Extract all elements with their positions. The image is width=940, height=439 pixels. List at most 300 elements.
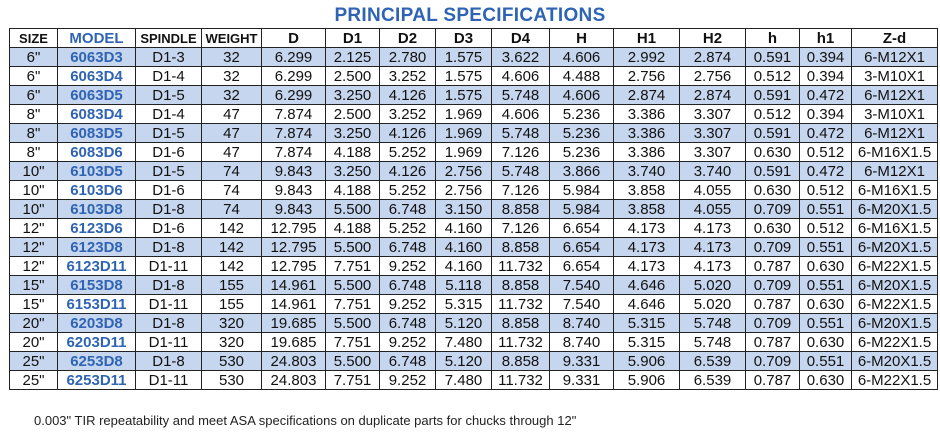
table-cell: 0.512 [800,143,852,162]
table-cell: 3.858 [614,181,680,200]
table-cell: 4.606 [492,105,550,124]
table-cell: 3.250 [326,86,380,105]
table-cell: 3-M10X1 [852,67,938,86]
table-cell: 4.055 [680,181,746,200]
table-cell: 2.874 [680,48,746,67]
table-cell: 25" [10,352,58,371]
table-cell: 3.250 [326,124,380,143]
model-cell: 6203D11 [58,333,136,352]
table-cell: 6.748 [380,314,436,333]
table-cell: 1.969 [436,143,492,162]
table-cell: 74 [202,162,262,181]
table-cell: 9.843 [262,181,326,200]
table-cell: 3.307 [680,105,746,124]
model-cell: 6083D5 [58,124,136,143]
table-row [10,67,938,86]
table-cell: 6-M20X1.5 [852,238,938,257]
table-row [10,276,938,295]
table-cell: 0.551 [800,352,852,371]
table-cell: 15" [10,276,58,295]
model-cell: 6153D11 [58,295,136,314]
model-cell: 6123D8 [58,238,136,257]
table-cell: 4.646 [614,295,680,314]
table-row [10,314,938,333]
table-cell: 142 [202,219,262,238]
table-cell: 0.630 [800,295,852,314]
table-cell: 0.472 [800,162,852,181]
table-cell: D1-6 [136,143,202,162]
column-header: h [746,29,800,48]
model-cell: 6123D11 [58,257,136,276]
table-cell: 2.500 [326,105,380,124]
table-cell: 0.591 [746,124,800,143]
model-cell: 6083D6 [58,143,136,162]
table-cell: 4.646 [614,276,680,295]
table-cell: 5.118 [436,276,492,295]
column-header: MODEL [58,29,136,48]
model-cell: 6063D4 [58,67,136,86]
table-cell: 4.173 [680,238,746,257]
table-cell: 14.961 [262,276,326,295]
table-cell: 0.394 [800,48,852,67]
table-cell: 9.252 [380,295,436,314]
table-cell: 8" [10,105,58,124]
table-cell: 10" [10,181,58,200]
table-cell: D1-11 [136,295,202,314]
table-cell: 7.874 [262,124,326,143]
table-cell: 6" [10,48,58,67]
column-header: h1 [800,29,852,48]
table-cell: 20" [10,314,58,333]
table-cell: 4.160 [436,257,492,276]
table-cell: 6.748 [380,352,436,371]
table-cell: 19.685 [262,314,326,333]
table-cell: 0.512 [746,105,800,124]
table-cell: 7.480 [436,333,492,352]
table-cell: 4.173 [614,257,680,276]
table-cell: 5.252 [380,219,436,238]
table-cell: 11.732 [492,295,550,314]
table-cell: 5.236 [550,105,614,124]
table-cell: 2.125 [326,48,380,67]
table-cell: 1.969 [436,105,492,124]
table-cell: 0.394 [800,67,852,86]
table-cell: 8.858 [492,314,550,333]
table-cell: 4.188 [326,219,380,238]
table-cell: 24.803 [262,371,326,390]
table-cell: 142 [202,257,262,276]
table-cell: 5.748 [492,162,550,181]
table-cell: 3.252 [380,105,436,124]
table-cell: 4.173 [614,238,680,257]
table-cell: 5.252 [380,143,436,162]
table-cell: 0.709 [746,314,800,333]
table-cell: 74 [202,181,262,200]
table-cell: 1.575 [436,48,492,67]
model-cell: 6083D4 [58,105,136,124]
model-cell: 6153D8 [58,276,136,295]
table-cell: 6-M16X1.5 [852,143,938,162]
table-cell: 5.748 [492,124,550,143]
table-row [10,257,938,276]
table-cell: 6-M20X1.5 [852,352,938,371]
table-cell: 6.654 [550,238,614,257]
footnote: 0.003" TIR repeatability and meet ASA specifications on duplicate parts for chucks through 12" [34,413,577,428]
table-cell: 7.126 [492,219,550,238]
table-cell: 2.874 [614,86,680,105]
table-cell: 5.236 [550,124,614,143]
table-cell: 0.630 [800,371,852,390]
table-cell: 5.500 [326,200,380,219]
table-cell: 6" [10,67,58,86]
table-cell: 3.858 [614,200,680,219]
table-cell: D1-4 [136,105,202,124]
table-cell: 32 [202,48,262,67]
table-cell: 1.575 [436,86,492,105]
column-header: WEIGHT [202,29,262,48]
table-cell: 4.488 [550,67,614,86]
table-cell: 9.843 [262,162,326,181]
table-cell: 0.394 [800,105,852,124]
table-cell: D1-8 [136,314,202,333]
table-cell: 6-M20X1.5 [852,200,938,219]
model-cell: 6103D8 [58,200,136,219]
table-cell: 0.551 [800,238,852,257]
table-cell: 9.843 [262,200,326,219]
table-cell: 7.480 [436,371,492,390]
table-cell: 4.173 [614,219,680,238]
table-cell: D1-5 [136,86,202,105]
table-cell: 530 [202,352,262,371]
table-cell: 0.630 [746,181,800,200]
table-cell: D1-11 [136,257,202,276]
table-cell: 12" [10,219,58,238]
table-cell: 5.252 [380,181,436,200]
table-row [10,181,938,200]
table-cell: 4.606 [550,86,614,105]
table-cell: 5.120 [436,352,492,371]
table-cell: 5.984 [550,200,614,219]
table-row [10,238,938,257]
table-cell: 4.606 [550,48,614,67]
table-cell: 3.250 [326,162,380,181]
table-cell: 47 [202,124,262,143]
table-cell: D1-6 [136,181,202,200]
table-cell: 12" [10,238,58,257]
table-cell: 8.858 [492,352,550,371]
table-cell: 11.732 [492,333,550,352]
table-cell: 6.654 [550,257,614,276]
table-cell: 5.020 [680,295,746,314]
table-cell: 6.748 [380,276,436,295]
table-cell: 9.252 [380,333,436,352]
table-cell: 6.748 [380,238,436,257]
table-cell: 155 [202,276,262,295]
table-cell: 9.252 [380,371,436,390]
table-cell: 0.787 [746,295,800,314]
table-cell: 2.500 [326,67,380,86]
table-cell: D1-3 [136,48,202,67]
table-cell: 8.740 [550,333,614,352]
table-cell: 9.252 [380,257,436,276]
table-row [10,86,938,105]
page-title: PRINCIPAL SPECIFICATIONS [334,5,606,26]
table-cell: 3.740 [680,162,746,181]
table-row [10,219,938,238]
table-cell: D1-11 [136,333,202,352]
spec-table [9,28,938,390]
table-cell: 6-M16X1.5 [852,219,938,238]
table-row [10,105,938,124]
table-cell: 4.173 [680,257,746,276]
table-row [10,124,938,143]
table-cell: 1.969 [436,124,492,143]
table-cell: 3.386 [614,143,680,162]
table-cell: 2.756 [614,67,680,86]
table-cell: 7.540 [550,295,614,314]
column-header: H [550,29,614,48]
table-cell: 4.126 [380,162,436,181]
table-cell: 24.803 [262,352,326,371]
table-cell: 0.472 [800,86,852,105]
table-cell: 5.748 [680,333,746,352]
table-cell: 4.055 [680,200,746,219]
table-cell: 0.630 [746,143,800,162]
table-cell: 2.992 [614,48,680,67]
table-cell: 0.591 [746,86,800,105]
table-cell: 5.500 [326,314,380,333]
table-cell: 2.756 [436,162,492,181]
table-cell: 320 [202,314,262,333]
table-row [10,143,938,162]
table-cell: 8" [10,124,58,143]
table-cell: 0.630 [746,219,800,238]
table-cell: 4.126 [380,124,436,143]
column-header: SIZE [10,29,58,48]
table-cell: 530 [202,371,262,390]
table-header [10,29,938,48]
table-cell: 0.551 [800,314,852,333]
header-row [10,29,938,48]
table-cell: 3.622 [492,48,550,67]
column-header: SPINDLE [136,29,202,48]
table-cell: 4.126 [380,86,436,105]
table-cell: 0.472 [800,124,852,143]
table-cell: 3.866 [550,162,614,181]
table-cell: 2.756 [680,67,746,86]
table-cell: 7.126 [492,181,550,200]
table-cell: 2.780 [380,48,436,67]
table-cell: 3.307 [680,124,746,143]
column-header: Z-d [852,29,938,48]
table-cell: 5.315 [614,333,680,352]
table-cell: 0.512 [800,181,852,200]
column-header: D [262,29,326,48]
table-cell: 74 [202,200,262,219]
table-cell: 3-M10X1 [852,105,938,124]
table-cell: 5.120 [436,314,492,333]
table-cell: 3.307 [680,143,746,162]
table-row [10,162,938,181]
table-cell: 5.315 [436,295,492,314]
table-cell: 0.512 [800,219,852,238]
table-cell: 6" [10,86,58,105]
table-cell: 0.709 [746,352,800,371]
table-cell: 47 [202,105,262,124]
model-cell: 6123D6 [58,219,136,238]
table-cell: 3.386 [614,124,680,143]
model-cell: 6103D6 [58,181,136,200]
table-cell: 0.787 [746,333,800,352]
table-cell: 1.575 [436,67,492,86]
table-cell: 155 [202,295,262,314]
table-cell: 7.874 [262,143,326,162]
table-cell: 6-M20X1.5 [852,314,938,333]
table-cell: 0.591 [746,48,800,67]
table-cell: 3.252 [380,67,436,86]
table-cell: D1-8 [136,200,202,219]
model-cell: 6203D8 [58,314,136,333]
table-cell: 8" [10,143,58,162]
table-row [10,371,938,390]
table-cell: D1-11 [136,371,202,390]
table-cell: D1-5 [136,162,202,181]
table-cell: 0.551 [800,200,852,219]
column-header: D1 [326,29,380,48]
table-cell: 15" [10,295,58,314]
table-cell: 25" [10,371,58,390]
table-cell: 0.591 [746,162,800,181]
table-cell: 7.751 [326,295,380,314]
table-cell: 7.874 [262,105,326,124]
table-cell: 0.551 [800,276,852,295]
table-cell: 14.961 [262,295,326,314]
table-cell: 6.299 [262,48,326,67]
table-cell: 3.740 [614,162,680,181]
table-cell: 2.874 [680,86,746,105]
table-cell: 0.787 [746,257,800,276]
column-header: H1 [614,29,680,48]
table-cell: 5.748 [492,86,550,105]
table-row [10,48,938,67]
table-cell: 11.732 [492,371,550,390]
table-cell: 5.906 [614,352,680,371]
table-cell: 0.709 [746,276,800,295]
table-cell: D1-5 [136,124,202,143]
table-cell: 2.756 [436,181,492,200]
table-row [10,352,938,371]
table-cell: 6-M22X1.5 [852,295,938,314]
table-cell: 12" [10,257,58,276]
table-cell: 6-M22X1.5 [852,371,938,390]
table-cell: 6-M12X1 [852,162,938,181]
table-cell: 5.906 [614,371,680,390]
model-cell: 6063D5 [58,86,136,105]
table-cell: 6-M12X1 [852,86,938,105]
table-cell: 12.795 [262,257,326,276]
table-cell: 7.540 [550,276,614,295]
table-cell: 10" [10,162,58,181]
table-cell: 5.748 [680,314,746,333]
table-cell: 5.500 [326,276,380,295]
table-cell: 0.630 [800,333,852,352]
table-cell: 9.331 [550,352,614,371]
table-row [10,333,938,352]
column-header: D2 [380,29,436,48]
table-cell: 11.732 [492,257,550,276]
table-cell: 4.160 [436,238,492,257]
table-cell: 19.685 [262,333,326,352]
table-cell: 4.160 [436,219,492,238]
table-cell: D1-8 [136,276,202,295]
table-body [10,48,938,390]
table-cell: 0.787 [746,371,800,390]
table-cell: 7.751 [326,257,380,276]
table-cell: 142 [202,238,262,257]
table-cell: 32 [202,86,262,105]
table-cell: 8.740 [550,314,614,333]
table-cell: 7.751 [326,333,380,352]
table-cell: 4.188 [326,143,380,162]
table-row [10,295,938,314]
table-cell: 4.606 [492,67,550,86]
model-cell: 6253D11 [58,371,136,390]
table-cell: 4.188 [326,181,380,200]
table-cell: 6.654 [550,219,614,238]
table-cell: 6.299 [262,67,326,86]
table-cell: D1-6 [136,219,202,238]
column-header: D3 [436,29,492,48]
table-cell: 32 [202,67,262,86]
table-cell: 7.126 [492,143,550,162]
table-cell: 3.150 [436,200,492,219]
table-cell: 0.630 [800,257,852,276]
table-cell: 6.748 [380,200,436,219]
table-cell: 5.236 [550,143,614,162]
table-cell: D1-4 [136,67,202,86]
table-cell: D1-8 [136,238,202,257]
table-cell: 6-M12X1 [852,124,938,143]
table-cell: 12.795 [262,219,326,238]
table-cell: 8.858 [492,200,550,219]
table-cell: 8.858 [492,238,550,257]
table-cell: 5.315 [614,314,680,333]
column-header: H2 [680,29,746,48]
table-cell: 5.500 [326,352,380,371]
table-cell: 6.299 [262,86,326,105]
table-cell: D1-8 [136,352,202,371]
table-cell: 0.709 [746,238,800,257]
table-cell: 0.512 [746,67,800,86]
table-cell: 10" [10,200,58,219]
table-cell: 3.386 [614,105,680,124]
table-cell: 9.331 [550,371,614,390]
table-cell: 0.709 [746,200,800,219]
model-cell: 6063D3 [58,48,136,67]
table-cell: 6-M20X1.5 [852,276,938,295]
table-cell: 6.539 [680,371,746,390]
table-cell: 6-M16X1.5 [852,181,938,200]
table-cell: 6.539 [680,352,746,371]
table-cell: 320 [202,333,262,352]
table-cell: 12.795 [262,238,326,257]
table-cell: 5.500 [326,238,380,257]
model-cell: 6103D5 [58,162,136,181]
model-cell: 6253D8 [58,352,136,371]
table-cell: 7.751 [326,371,380,390]
table-cell: 5.984 [550,181,614,200]
table-cell: 8.858 [492,276,550,295]
